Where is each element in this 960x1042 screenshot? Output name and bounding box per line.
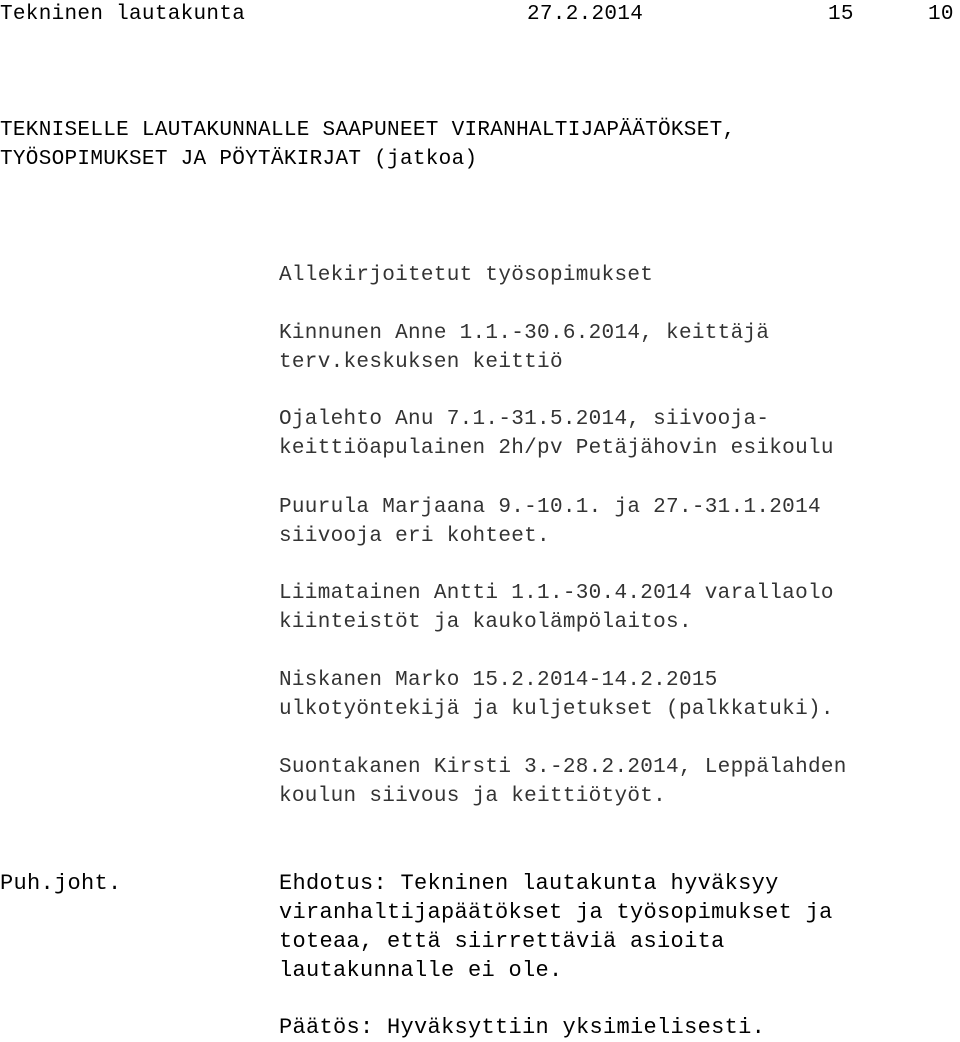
title-line-1: TEKNISELLE LAUTAKUNNALLE SAAPUNEET VIRANHALTIJAPÄÄTÖKSET, <box>0 119 736 142</box>
decision-text: Päätös: Hyväksyttiin yksimielisesti. <box>279 1015 766 1040</box>
header-section-number: 15 <box>828 3 854 26</box>
proposal-line-2: viranhaltijapäätökset ja työsopimukset ja <box>279 900 833 925</box>
proposer-label: Puh.joht. <box>0 871 122 896</box>
header-date: 27.2.2014 <box>527 3 644 26</box>
list-item-line-2: kiinteistöt ja kaukolämpölaitos. <box>279 611 692 634</box>
subheading: Allekirjoitetut työsopimukset <box>279 264 654 287</box>
list-item-line-1: Liimatainen Antti 1.1.-30.4.2014 varallaolo <box>279 582 834 605</box>
list-item-line-2: ulkotyöntekijä ja kuljetukset (palkkatuki). <box>279 698 834 721</box>
list-item-line-2: siivooja eri kohteet. <box>279 525 550 548</box>
list-item-line-1: Ojalehto Anu 7.1.-31.5.2014, siivooja- <box>279 408 770 431</box>
list-item-line-1: Kinnunen Anne 1.1.-30.6.2014, keittäjä <box>279 322 770 345</box>
list-item-line-1: Suontakanen Kirsti 3.-28.2.2014, Leppälahden <box>279 756 847 779</box>
header-organization: Tekninen lautakunta <box>0 3 246 26</box>
list-item-line-2: keittiöapulainen 2h/pv Petäjähovin esikoulu <box>279 437 834 460</box>
list-item-line-2: terv.keskuksen keittiö <box>279 351 563 374</box>
proposal-line-4: lautakunnalle ei ole. <box>279 958 563 983</box>
list-item-line-1: Niskanen Marko 15.2.2014-14.2.2015 <box>279 669 718 692</box>
list-item-line-1: Puurula Marjaana 9.-10.1. ja 27.-31.1.2014 <box>279 496 821 519</box>
title-line-2: TYÖSOPIMUKSET JA PÖYTÄKIRJAT (jatkoa) <box>0 148 478 171</box>
list-item-line-2: koulun siivous ja keittiötyöt. <box>279 785 667 808</box>
proposal-line-1: Ehdotus: Tekninen lautakunta hyväksyy <box>279 871 779 896</box>
proposal-line-3: toteaa, että siirrettäviä asioita <box>279 929 725 954</box>
header-page-number: 10 <box>928 3 954 26</box>
